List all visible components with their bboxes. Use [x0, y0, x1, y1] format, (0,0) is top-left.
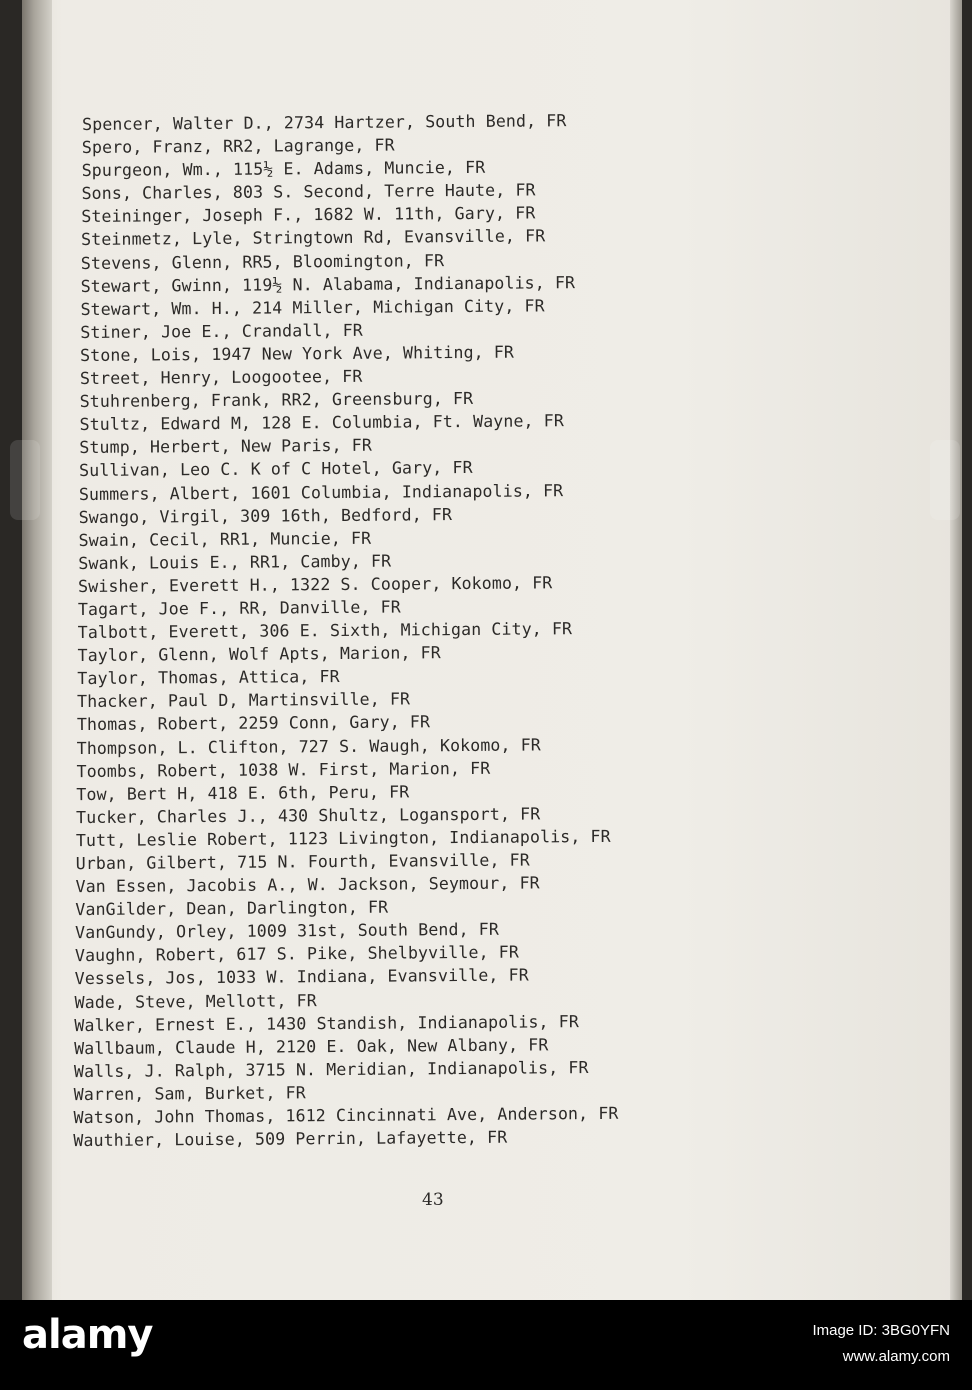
- directory-entry: Swisher, Everett H., 1322 S. Cooper, Kokomo, FR: [78, 573, 553, 596]
- directory-entry-list: [73, 107, 850, 1152]
- alamy-logo: alamy: [22, 1312, 153, 1358]
- site-url: www.alamy.com: [842, 1348, 950, 1365]
- directory-entry: Wallbaum, Claude H, 2120 E. Oak, New Albany, FR: [74, 1035, 549, 1058]
- directory-entry: Steininger, Joseph F., 1682 W. 11th, Gary, FR: [81, 203, 536, 227]
- directory-entry: Summers, Albert, 1601 Columbia, Indianapolis, FR: [78, 480, 564, 504]
- directory-entry: Spurgeon, Wm., 115½ E. Adams, Muncie, FR: [81, 158, 486, 181]
- directory-entry: Stone, Lois, 1947 New York Ave, Whiting, FR: [80, 342, 515, 365]
- directory-entry: Thomas, Robert, 2259 Conn, Gary, FR: [76, 712, 431, 735]
- directory-entry: Spero, Franz, RR2, Lagrange, FR: [81, 135, 395, 158]
- directory-entry: Talbott, Everett, 306 E. Sixth, Michigan City, FR: [77, 619, 573, 643]
- stock-footer-bar: [0, 1300, 972, 1390]
- directory-entry: Stevens, Glenn, RR5, Bloomington, FR: [80, 250, 445, 273]
- directory-entry: Van Essen, Jacobis A., W. Jackson, Seymour, FR: [75, 873, 540, 897]
- directory-entry: Stewart, Wm. H., 214 Miller, Michigan City, FR: [80, 296, 545, 319]
- directory-entry: Stewart, Gwinn, 119½ N. Alabama, Indianapolis, FR: [80, 272, 576, 296]
- document-page: [22, 0, 962, 1300]
- directory-entry: Stiner, Joe E., Crandall, FR: [80, 320, 363, 342]
- directory-entry: Taylor, Thomas, Attica, FR: [77, 667, 340, 689]
- directory-entry: Wauthier, Louise, 509 Perrin, Lafayette, FR: [73, 1127, 508, 1151]
- page-right-edge: [950, 0, 962, 1300]
- directory-entry: Watson, John Thomas, 1612 Cincinnati Ave, Anderson, FR: [73, 1103, 619, 1128]
- image-id-label: Image ID: 3BG0YFN: [812, 1322, 950, 1339]
- directory-entry: Urban, Gilbert, 715 N. Fourth, Evansville, FR: [75, 850, 530, 874]
- directory-entry: Tutt, Leslie Robert, 1123 Livington, Indianapolis, FR: [75, 826, 611, 850]
- directory-entry: Swango, Virgil, 309 16th, Bedford, FR: [78, 504, 453, 527]
- directory-entry: Taylor, Glenn, Wolf Apts, Marion, FR: [77, 643, 441, 666]
- directory-entry: Sons, Charles, 803 S. Second, Terre Haute, FR: [81, 180, 536, 204]
- directory-entry: Stuhrenberg, Frank, RR2, Greensburg, FR: [79, 389, 474, 412]
- directory-entry: Steinmetz, Lyle, Stringtown Rd, Evansville, FR: [81, 226, 546, 250]
- directory-entry: VanGundy, Orley, 1009 31st, South Bend, FR: [75, 920, 500, 943]
- directory-entry: Stump, Herbert, New Paris, FR: [79, 436, 373, 458]
- directory-entry: Vessels, Jos, 1033 W. Indiana, Evansville, FR: [74, 965, 529, 989]
- directory-entry: Wade, Steve, Mellott, FR: [74, 990, 317, 1012]
- directory-entry: Tow, Bert H, 418 E. 6th, Peru, FR: [76, 782, 410, 804]
- page-binding-shadow: [22, 0, 52, 1300]
- page-number: 43: [422, 1190, 444, 1210]
- directory-entry: Swain, Cecil, RR1, Muncie, FR: [78, 528, 372, 550]
- directory-entry: Stultz, Edward M, 128 E. Columbia, Ft. Wayne, FR: [79, 411, 564, 435]
- directory-entry: Walker, Ernest E., 1430 Standish, Indianapolis, FR: [74, 1011, 579, 1035]
- directory-entry: Thacker, Paul D, Martinsville, FR: [77, 689, 411, 712]
- directory-entry: Vaughn, Robert, 617 S. Pike, Shelbyville, FR: [74, 942, 519, 966]
- directory-entry: Swank, Louis E., RR1, Camby, FR: [78, 551, 392, 573]
- directory-entry: Thompson, L. Clifton, 727 S. Waugh, Kokomo, FR: [76, 734, 541, 758]
- directory-entry: Tagart, Joe F., RR, Danville, FR: [77, 597, 401, 620]
- directory-entry: Toombs, Robert, 1038 W. First, Marion, FR: [76, 758, 491, 781]
- directory-entry: Sullivan, Leo C. K of C Hotel, Gary, FR: [79, 458, 473, 481]
- directory-entry: Walls, J. Ralph, 3715 N. Meridian, Indianapolis, FR: [73, 1057, 589, 1081]
- directory-entry: VanGilder, Dean, Darlington, FR: [75, 897, 389, 920]
- directory-entry: Spencer, Walter D., 2734 Hartzer, South Bend, FR: [82, 111, 567, 134]
- directory-entry: Tucker, Charles J., 430 Shultz, Logansport, FR: [76, 804, 541, 827]
- directory-entry: Warren, Sam, Burket, FR: [73, 1083, 306, 1105]
- directory-entry: Street, Henry, Loogootee, FR: [79, 366, 363, 389]
